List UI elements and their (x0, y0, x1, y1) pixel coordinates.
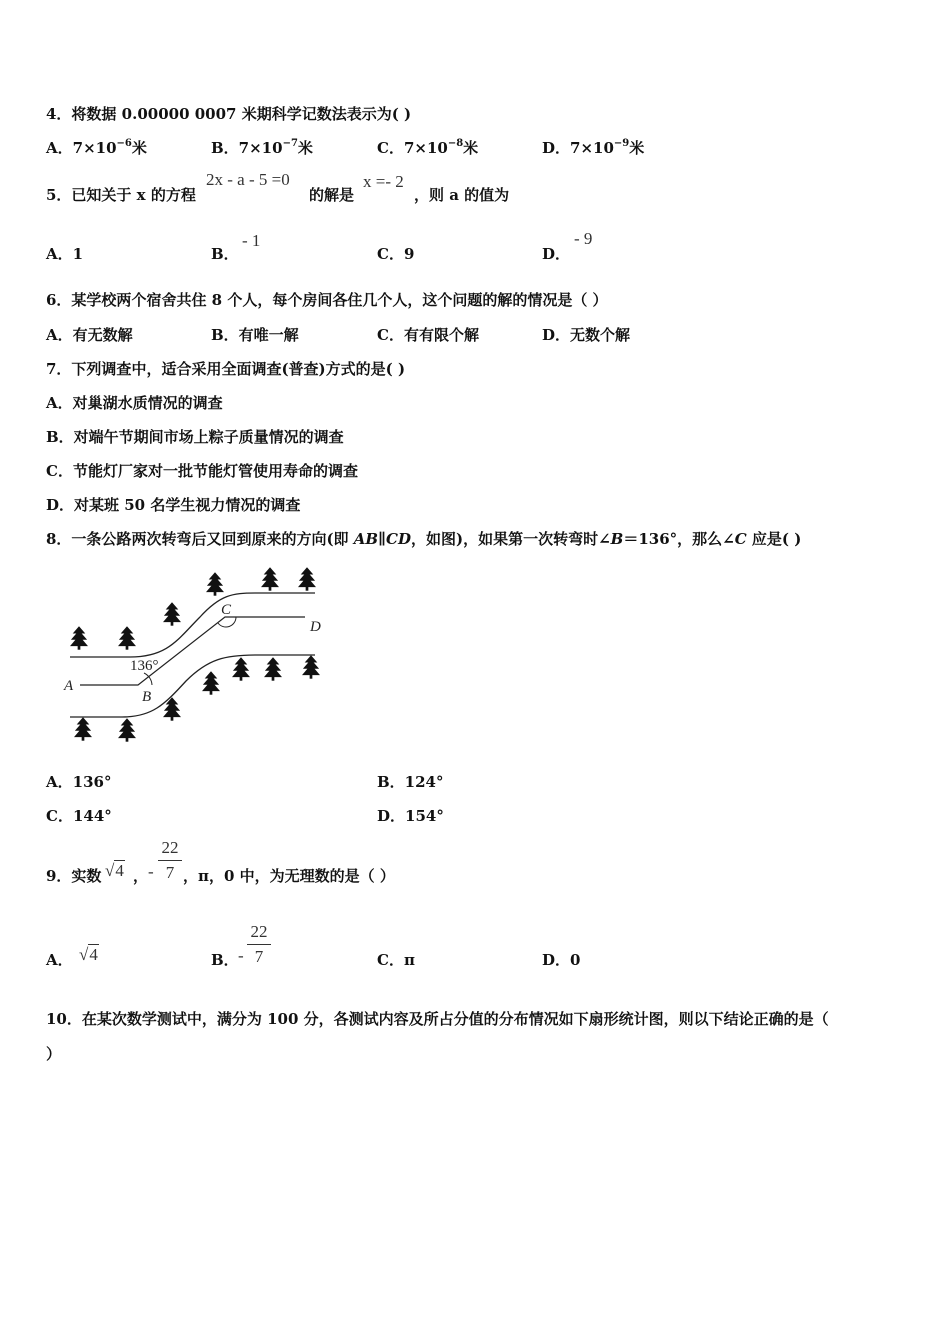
q10-stem-line1: 10．在某次数学测试中，满分为 100 分，各测试内容及所占分值的分布情况如下扇形统计图，则以下结论正确的是（ (46, 1010, 829, 1028)
q4-stem: 4．将数据 0.00000 0007 米期科学记数法表示为( ) (46, 105, 412, 123)
q9-option-a-sqrt: √4 (79, 945, 98, 964)
tree-icon (202, 671, 220, 694)
q9-stem-b: ，π，0 中，为无理数的是（ ） (183, 867, 395, 885)
tree-icon (261, 567, 279, 590)
q9-option-a: A． (46, 951, 73, 969)
q6-option-b: B．有唯一解 (211, 326, 299, 344)
q4-option-d: D．$7\times 10^{-9}$米 (542, 138, 645, 157)
q8-option-c: C．144° (46, 807, 112, 825)
q6-option-a: A．有无数解 (46, 326, 133, 344)
q9-option-b: B． (211, 951, 239, 969)
q7-option-c: C．节能灯厂家对一批节能灯管使用寿命的调查 (46, 462, 358, 480)
q5-stem-c: ，则 a 的值为 (414, 186, 510, 204)
q7-stem: 7．下列调查中，适合采用全面调查(普查)方式的是( ) (46, 360, 406, 378)
tree-icon (118, 626, 136, 649)
angle-c-arc (218, 617, 236, 627)
q6-stem: 6．某学校两个宿舍共住 8 个人，每个房间各住几个人，这个问题的解的情况是（ ） (46, 291, 608, 309)
q5-equation: 2x - a - 5 =0 (206, 170, 290, 189)
tree-icon (163, 602, 181, 625)
q9-option-c: C．π (377, 951, 415, 969)
q4-option-a: A．$7\times 10^{-6}$米 (46, 138, 147, 157)
q9-option-d: D．0 (542, 951, 581, 969)
q5-stem-a: 5．已知关于 x 的方程 (46, 186, 196, 204)
road-upper-edge (70, 593, 315, 657)
label-b: B (142, 689, 152, 705)
q9-option-b-fraction: 22 7 (247, 922, 271, 967)
q6-option-d: D．无数个解 (542, 326, 631, 344)
q9-comma: ， (133, 867, 149, 885)
tree-icon (232, 657, 250, 680)
q5-stem-b: 的解是 (309, 186, 355, 204)
q9-option-b-neg: - (238, 946, 244, 965)
tree-icon (206, 572, 224, 595)
q10-stem-line2: ） (46, 1045, 62, 1063)
q5-option-d-value: - 9 (574, 229, 593, 248)
q8-option-d: D．154° (377, 807, 444, 825)
q4-option-b: B．$7\times 10^{-7}$米 (211, 138, 313, 157)
q8-option-a: A．136° (46, 773, 112, 791)
tree-icon (298, 567, 316, 590)
q7-option-a: A．对巢湖水质情况的调查 (46, 394, 223, 412)
q9-fraction (158, 838, 182, 883)
q6-option-c: C．有有限个解 (377, 326, 479, 344)
q5-solution: x =- 2 (363, 172, 404, 191)
tree-icon (264, 657, 282, 680)
q9-neg: - (148, 862, 154, 881)
tree-icon (118, 718, 136, 741)
q7-option-d: D．对某班 50 名学生视力情况的调查 (46, 496, 301, 514)
tree-icon (70, 626, 88, 649)
q5-option-b-value: - 1 (242, 231, 261, 250)
label-a: A (64, 678, 74, 694)
q9-stem-a: 9．实数 (46, 867, 102, 885)
q5-option-b: B． (211, 245, 239, 263)
q9-denominator: 7 (165, 863, 175, 882)
q8-stem: 8．一条公路两次转弯后又回到原来的方向(即 AB∥CD，如图)，如果第一次转弯时∠B＝136°，那么∠C 应是( ) (46, 530, 802, 548)
q9-numerator: 22 (161, 838, 179, 857)
road-figure (60, 565, 335, 750)
tree-icon (302, 655, 320, 678)
q5-option-d: D． (542, 245, 571, 263)
angle-label: 136° (130, 658, 159, 674)
label-c: C (221, 602, 232, 618)
q5-option-c: C．9 (377, 245, 415, 263)
q8-option-b: B．124° (377, 773, 444, 791)
q5-option-a: A．1 (46, 245, 84, 263)
q7-option-b: B．对端午节期间市场上粽子质量情况的调查 (46, 428, 344, 446)
q4-option-c: C．$7\times 10^{-8}$米 (377, 138, 479, 157)
q9-sqrt: √4 (105, 861, 124, 880)
label-d: D (310, 619, 321, 635)
tree-icon (74, 717, 92, 740)
